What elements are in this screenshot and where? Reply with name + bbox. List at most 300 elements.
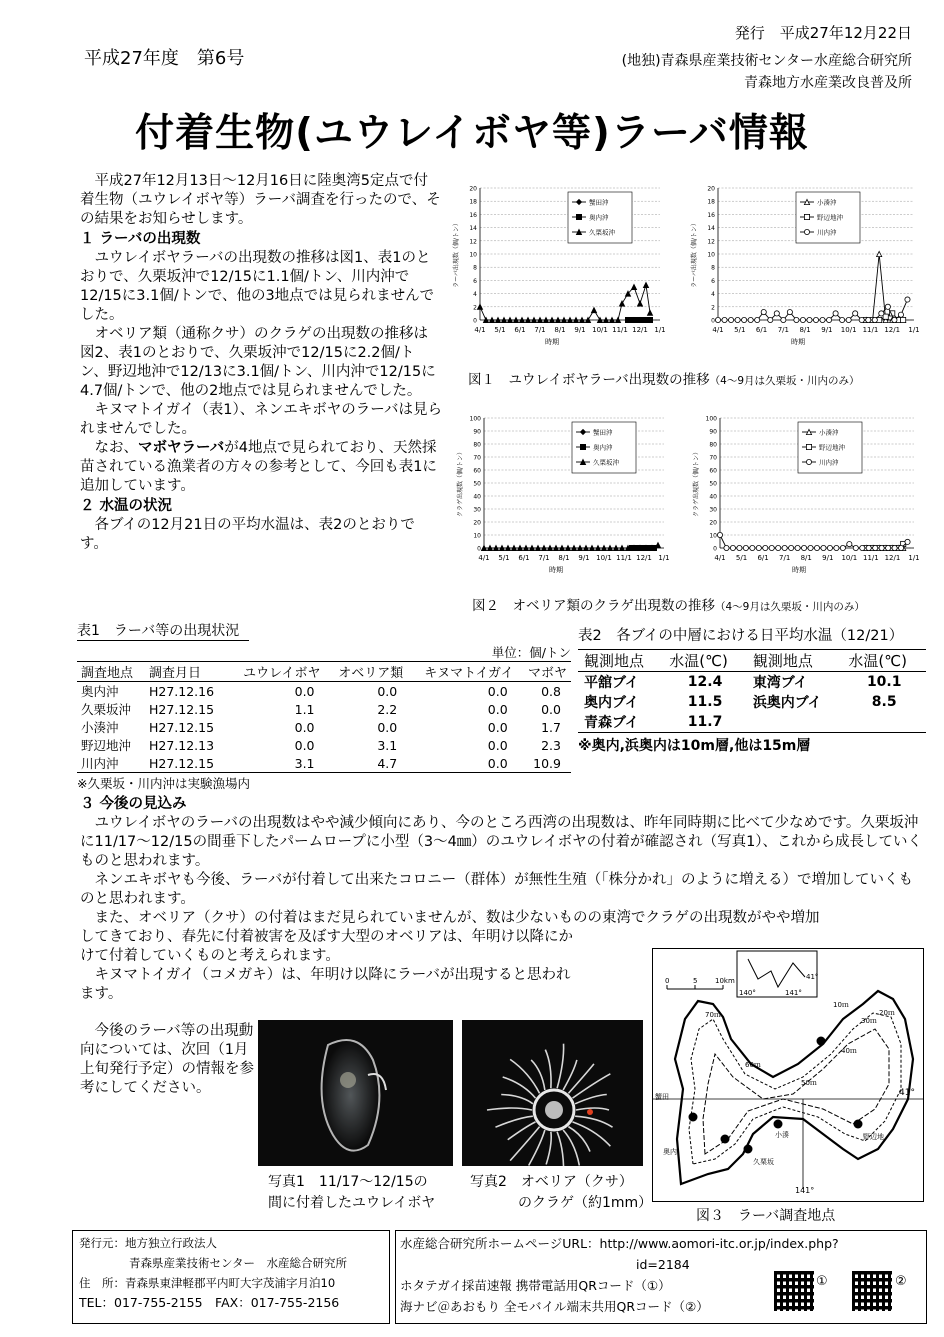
table1-cell: 川内沖 <box>81 756 119 771</box>
series-2 <box>481 543 660 551</box>
x-tick-label: 4/1 <box>478 554 490 562</box>
data-point <box>774 311 779 316</box>
data-point <box>643 282 648 287</box>
table1-row <box>77 682 571 701</box>
section1-para1: ユウレイボヤラーバの出現数の推移は図1、表1のとおりで、久栗坂沖で12/15に1.1個/トン、川内沖で12/15に3.1個/トンで、他の3地点では見られませんでした。 <box>80 250 435 323</box>
depth-40: 40ｍ <box>841 1047 857 1055</box>
site-dot-kominato <box>774 1120 783 1129</box>
table1-header: キヌマトイガイ <box>407 662 517 682</box>
data-point <box>637 317 642 322</box>
depth-60: 60ｍ <box>745 1061 761 1069</box>
data-point <box>866 545 871 550</box>
legend-label: 小湊沖 <box>817 198 837 207</box>
table2-cell: 浜奥内ブイ <box>752 695 822 711</box>
data-point <box>905 539 910 544</box>
table2-row <box>578 672 926 693</box>
photo-obelia <box>462 1020 643 1166</box>
data-point <box>800 317 805 322</box>
y-tick-label: 10 <box>707 251 715 259</box>
x-axis-label: 時期 <box>549 566 563 574</box>
site-noheji: 野辺地 <box>863 1133 884 1141</box>
x-tick-label: 4/1 <box>712 326 724 334</box>
data-point <box>833 311 838 316</box>
y-tick-label: 60 <box>709 467 717 475</box>
fig1-caption: 図１ ユウレイボヤラーバ出現数の推移（4～9月は久栗坂・川内のみ） <box>468 372 860 388</box>
data-point <box>826 317 831 322</box>
y-axis-label: ラーバ出現数（個/トン） <box>691 220 698 288</box>
series-0 <box>863 251 905 322</box>
data-point <box>827 545 832 550</box>
x-axis-label: 時期 <box>791 338 805 346</box>
table2-grid <box>578 649 926 733</box>
x-tick-label: 9/1 <box>578 554 590 562</box>
data-point <box>840 545 845 550</box>
table2-cell: 12.4 <box>687 674 723 690</box>
table1-cell: 1.1 <box>294 701 315 717</box>
legend-marker <box>804 214 809 219</box>
y-tick-label: 30 <box>709 506 717 514</box>
mutsu-bay-map <box>653 949 923 1201</box>
x-tick-label: 5/1 <box>494 326 506 334</box>
data-point <box>794 317 799 322</box>
data-point <box>813 317 818 322</box>
x-tick-label: 6/1 <box>514 326 526 334</box>
y-tick-label: 20 <box>709 519 717 527</box>
table2-cell: 10.1 <box>866 674 902 690</box>
site-kominato: 小湊 <box>775 1131 789 1139</box>
data-point <box>755 317 760 322</box>
y-tick-label: 2 <box>711 304 715 312</box>
x-tick-label: 11/1 <box>862 326 879 334</box>
table1-cell: 0.0 <box>294 737 315 753</box>
table1-cell: 2.2 <box>377 701 398 717</box>
table1-cell: 0.0 <box>377 719 398 735</box>
page-title: 付着生物(ユウレイボヤ等)ラーバ情報 <box>135 111 809 156</box>
y-tick-label: 80 <box>473 441 481 449</box>
x-tick-label: 8/1 <box>800 554 812 562</box>
data-point <box>728 317 733 322</box>
section1-heading: １ ラーバの出現数 <box>80 231 201 247</box>
y-tick-label: 6 <box>711 277 715 285</box>
data-point <box>820 317 825 322</box>
section3-para4a: キヌマトイガイ（コメガキ）は、年明け以降にラーバが出現すると思われ <box>94 967 571 983</box>
y-tick-label: 30 <box>473 506 481 514</box>
qr-code-1-label: ① <box>816 1274 828 1289</box>
y-tick-label: 4 <box>473 291 477 299</box>
x-tick-label: 8/1 <box>554 326 566 334</box>
site-dot-kuriyasaka <box>744 1145 753 1154</box>
uminavi-qr-label: 海ナビ＠あおもり 全モバイル端末共用QRコード（②） <box>400 1299 709 1314</box>
data-point <box>737 545 742 550</box>
section3 <box>80 795 923 928</box>
table2-row <box>578 712 926 733</box>
table1-grid <box>77 661 571 773</box>
x-axis-label: 時期 <box>792 566 806 574</box>
x-tick-label: 11/1 <box>863 554 879 562</box>
y-tick-label: 10 <box>473 532 481 540</box>
table1-note: ※久栗坂・川内沖は実験漁場内 <box>77 776 250 791</box>
table2-cell: 青森ブイ <box>584 715 639 731</box>
chart-legend <box>796 192 860 243</box>
legend-label: 小湊沖 <box>819 428 839 437</box>
data-point <box>647 317 652 322</box>
data-point <box>730 545 735 550</box>
y-tick-label: 8 <box>473 264 477 272</box>
data-point <box>892 317 897 322</box>
y-tick-label: 80 <box>709 441 717 449</box>
legend-marker <box>576 214 581 219</box>
section2-para1: 各ブイの12月21日の平均水温は、表2のとおりです。 <box>80 517 415 552</box>
y-tick-label: 90 <box>709 428 717 436</box>
y-tick-label: 14 <box>707 225 715 233</box>
photo2-caption: 写真2 オベリア（クサ） のクラゲ（約1mm） <box>470 1174 653 1211</box>
y-tick-label: 50 <box>473 480 481 488</box>
data-point <box>873 545 878 550</box>
y-tick-label: 20 <box>707 185 715 193</box>
inset-lon2: 141° <box>785 989 802 997</box>
site-dot-kawauchi <box>817 1037 826 1046</box>
table2-header: 観測地点 <box>747 650 843 672</box>
legend-label: 野辺地沖 <box>819 443 845 452</box>
table1-cell: 4.7 <box>377 755 398 771</box>
data-point <box>905 297 910 302</box>
intro-paragraph: 平成27年12月13日～12月16日に陸奥湾5定点で付着生物（ユウレイボヤ等）ラーバ調査を行ったので、その結果をお知らせします。 <box>80 173 441 227</box>
section3-para1: ユウレイボヤのラーバの出現数はやや減少傾向にあり、今のところ西湾の出現数は、昨年同時期に比べて少なめです。久栗坂沖に11/17～12/15の間垂下したパームロープに小型（3～4㎜）のユウレイボヤの付着が確認され（写真1）、これから成長していくものと思われます。 <box>80 815 923 869</box>
x-tick-label: 6/1 <box>757 554 769 562</box>
y-tick-label: 90 <box>473 428 481 436</box>
table1-cell: 3.1 <box>377 737 398 753</box>
section2-heading: ２ 水温の状況 <box>80 498 173 514</box>
legend-label: 奥内沖 <box>593 443 613 452</box>
depth-20: 20ｍ <box>879 1009 895 1017</box>
section3-para3: また、オベリア（クサ）の付着はまだ見られていませんが、数は少ないものの東湾でクラゲの出現数がやや増加 <box>94 910 820 926</box>
data-point <box>795 545 800 550</box>
chart-legend <box>798 422 862 473</box>
series-1 <box>625 317 652 322</box>
table1-header: マボヤ <box>518 662 571 682</box>
data-point <box>859 317 864 322</box>
data-point <box>625 317 630 322</box>
table1-cell: 0.0 <box>541 701 561 717</box>
data-point <box>846 317 851 322</box>
table1-cell: H27.12.16 <box>149 683 215 699</box>
x-tick-label: 7/1 <box>779 554 791 562</box>
homepage-url[interactable]: 水産総合研究所ホームページURL：http://www.aomori-itc.or.jp/index.php? <box>400 1236 839 1251</box>
y-tick-label: 100 <box>705 415 717 423</box>
x-tick-label: 7/1 <box>538 554 550 562</box>
x-tick-label: 8/1 <box>799 326 811 334</box>
data-point <box>782 545 787 550</box>
survey-map <box>652 948 924 1202</box>
table1-cell: 奥内沖 <box>81 684 119 699</box>
table2-cell: 8.5 <box>871 694 897 710</box>
table1-cell: H27.12.15 <box>149 719 215 735</box>
data-point <box>647 310 652 315</box>
footer-publisher <box>72 1230 390 1324</box>
x-tick-label: 10/1 <box>596 554 612 562</box>
chart-legend <box>568 192 632 243</box>
y-tick-label: 100 <box>469 415 481 423</box>
section1-para2: オベリア類（通称クサ）のクラゲの出現数の推移は図2、表1のとおりで、久栗坂沖で12/15に2.2個/トン、野辺地沖で12/13に3.1個/トン、川内沖で12/15に4.7個/トンで、他の2地点では見られませんでした。 <box>80 326 436 399</box>
depth-30: 30ｍ <box>861 1017 877 1025</box>
x-tick-label: 9/1 <box>574 326 586 334</box>
x-tick-label: 12/1 <box>632 326 648 334</box>
footer-phone: TEL：017-755-2155 FAX：017-755-2156 <box>79 1295 340 1310</box>
table1-row <box>77 718 571 736</box>
table1-header: 調査月日 <box>145 662 228 682</box>
scallop-qr-label: ホタテガイ採苗速報 携帯電話用QRコード（①） <box>400 1278 671 1293</box>
data-point <box>866 317 871 322</box>
data-point <box>807 317 812 322</box>
depth-70: 70ｍ <box>705 1011 721 1019</box>
table1-cell: 0.0 <box>487 719 508 735</box>
x-tick-label: 1/1 <box>654 326 666 334</box>
data-point <box>631 284 636 289</box>
qr-code-1[interactable] <box>774 1271 814 1311</box>
table1-row <box>77 736 571 754</box>
chart-obelia-east <box>688 408 920 586</box>
data-point <box>591 308 596 313</box>
y-tick-label: 12 <box>707 238 715 246</box>
data-point <box>750 545 755 550</box>
x-tick-label: 12/1 <box>884 326 901 334</box>
data-point <box>743 545 748 550</box>
data-point <box>724 545 729 550</box>
table2-header: 水温(℃) <box>663 650 747 672</box>
y-tick-label: 14 <box>469 225 477 233</box>
section3-para5: 今後のラーバ等の出現動向については、次回（1月上旬発行予定）の情報を参考にしてください。 <box>80 1023 254 1096</box>
x-tick-label: 5/1 <box>735 554 748 562</box>
table2-cell <box>747 712 843 733</box>
y-tick-label: 16 <box>707 211 715 219</box>
table1-cell: H27.12.15 <box>149 755 215 771</box>
y-axis-label: クラゲ出現数（個/トン） <box>457 448 464 518</box>
table1-cell: 0.0 <box>294 719 315 735</box>
scale-0: 0 <box>665 977 670 985</box>
legend-marker <box>804 229 809 234</box>
table2-cell: 平舘ブイ <box>584 675 639 691</box>
x-tick-label: 6/1 <box>755 326 768 334</box>
legend-label: 久栗坂沖 <box>593 458 619 467</box>
x-tick-label: 5/1 <box>498 554 510 562</box>
y-tick-label: 6 <box>473 277 477 285</box>
data-point <box>834 545 839 550</box>
x-tick-label: 5/1 <box>734 326 746 334</box>
table1-cell: 1.7 <box>541 719 561 735</box>
section3-para4b: ます。 <box>80 986 123 1002</box>
table1-cell: 久栗坂沖 <box>81 702 132 717</box>
table1-cell: 0.0 <box>487 737 508 753</box>
legend-label: 蟹田沖 <box>589 198 609 207</box>
data-point <box>801 545 806 550</box>
y-tick-label: 60 <box>473 467 481 475</box>
y-tick-label: 20 <box>473 519 481 527</box>
data-point <box>781 317 786 322</box>
data-point <box>769 545 774 550</box>
inset-lat: 41° <box>806 973 819 981</box>
qr-code-2-label: ② <box>895 1274 907 1289</box>
y-tick-label: 40 <box>709 493 717 501</box>
table2-row <box>578 692 926 712</box>
y-tick-label: 0 <box>711 317 715 325</box>
map-caption: 図３ ラーバ調査地点 <box>696 1208 836 1224</box>
data-point <box>722 317 727 322</box>
data-point <box>853 311 858 316</box>
section3-para5-box <box>80 1022 256 1098</box>
data-point <box>879 545 884 550</box>
footer-publisher-name: 青森県産業技術センター 水産総合研究所 <box>129 1256 348 1270</box>
section1-para3: キヌマトイガイ（表1）、ネンエキボヤのラーバは見られませんでした。 <box>80 402 443 437</box>
table1-cell: 0.0 <box>377 683 398 699</box>
x-tick-label: 9/1 <box>822 554 834 562</box>
table1-unit: 単位：個/トン <box>491 645 571 660</box>
x-tick-label: 8/1 <box>558 554 570 562</box>
x-tick-label: 12/1 <box>636 554 652 562</box>
y-tick-label: 0 <box>713 545 717 553</box>
legend-label: 川内沖 <box>819 458 839 467</box>
y-tick-label: 16 <box>469 211 477 219</box>
data-point <box>768 317 773 322</box>
section3-heading: ３ 今後の見込み <box>80 796 187 812</box>
data-point <box>776 545 781 550</box>
legend-marker <box>580 444 585 449</box>
data-point <box>853 545 858 550</box>
map-lat: 41° <box>899 1088 915 1098</box>
table1-header: 調査地点 <box>77 662 145 682</box>
table2-note: ※奥内,浜奥内は10m層,他は15m層 <box>578 738 811 754</box>
table1-header: ユウレイボヤ <box>228 662 325 682</box>
data-point <box>619 301 624 306</box>
table1-cell: 0.0 <box>487 701 508 717</box>
x-axis-label: 時期 <box>545 338 559 346</box>
section3-para3c: けて付着していくものと考えられます。 <box>80 948 340 964</box>
legend-label: 蟹田沖 <box>593 428 613 437</box>
x-tick-label: 11/1 <box>612 326 628 334</box>
x-tick-label: 1/1 <box>908 554 920 562</box>
table2-header: 観測地点 <box>578 650 663 672</box>
x-tick-label: 10/1 <box>841 554 858 562</box>
y-tick-label: 40 <box>473 493 481 501</box>
footer-links <box>395 1230 927 1324</box>
table1-cell: 0.0 <box>487 755 508 771</box>
x-tick-label: 12/1 <box>884 554 901 562</box>
data-point <box>631 317 636 322</box>
table2-cell <box>842 712 926 733</box>
scale-5: 5 <box>693 977 698 985</box>
fig2-caption: 図２ オベリア類のクラゲ出現数の推移（4～9月は久栗坂・川内のみ） <box>472 598 865 614</box>
footer-address: 住 所：青森県東津軽郡平内町大字茂浦字月泊10 <box>79 1276 336 1290</box>
table1-cell: 0.0 <box>294 683 315 699</box>
table2-cell: 11.7 <box>687 714 723 730</box>
inset-lon1: 140° <box>739 989 756 997</box>
y-tick-label: 70 <box>709 454 717 462</box>
x-tick-label: 4/1 <box>474 326 486 334</box>
table2 <box>578 624 926 755</box>
site-kuriyasaka: 久栗坂 <box>753 1158 774 1166</box>
table1-cell: 0.8 <box>541 683 561 699</box>
site-dot-kanita <box>689 1113 698 1122</box>
table1-cell: 小湊沖 <box>81 720 119 735</box>
legend-label: 久栗坂沖 <box>589 228 615 237</box>
series-2 <box>477 282 652 322</box>
table1-cell: 10.9 <box>533 755 561 771</box>
photo1-caption: 写真1 11/17～12/15の 間に付着したユウレイボヤ <box>268 1174 436 1211</box>
data-point <box>898 312 903 317</box>
section3-para2: ネンエキボヤも今後、ラーバが付着して出来たコロニー（群体）が無性生殖（「株分かれ」のように増える）で増加していくものと思われます。 <box>80 872 914 907</box>
table1-cell: H27.12.13 <box>149 737 215 753</box>
chart-yureiboya-east <box>686 178 920 358</box>
depth-10: 10ｍ <box>833 1001 849 1009</box>
scale-10: 10km <box>715 977 735 985</box>
y-tick-label: 10 <box>709 532 717 540</box>
y-axis-label: ラーバ出現数（個/トン） <box>453 220 460 288</box>
table1-cell: 野辺地沖 <box>81 738 132 753</box>
x-tick-label: 1/1 <box>908 326 920 334</box>
table2-title: 表2 各ブイの中層における日平均水温（12/21） <box>578 628 904 644</box>
data-point <box>901 317 906 322</box>
site-okunai: 奥内 <box>663 1148 677 1156</box>
y-tick-label: 10 <box>469 251 477 259</box>
data-point <box>886 545 891 550</box>
table2-cell: 奥内ブイ <box>584 695 639 711</box>
x-tick-label: 4/1 <box>714 554 726 562</box>
footer-publisher-label: 発行元：地方独立行政法人 <box>79 1236 217 1250</box>
data-point <box>847 542 852 547</box>
table1-row <box>77 700 571 718</box>
data-point <box>872 317 877 322</box>
legend-marker <box>806 444 811 449</box>
y-tick-label: 18 <box>707 198 715 206</box>
data-point <box>808 545 813 550</box>
data-point <box>637 301 642 306</box>
series-line <box>718 300 907 320</box>
issue-date: 発行 平成27年12月22日 <box>734 24 912 42</box>
data-point <box>879 311 884 316</box>
data-point <box>715 317 720 322</box>
x-tick-label: 10/1 <box>840 326 857 334</box>
photo-yureiboya <box>258 1020 453 1166</box>
x-tick-label: 7/1 <box>534 326 546 334</box>
section3-narrow <box>80 928 646 1004</box>
chart-yureiboya-west <box>448 178 666 358</box>
data-point <box>735 317 740 322</box>
data-point <box>742 317 747 322</box>
legend-label: 川内沖 <box>817 228 837 237</box>
homepage-url-id[interactable]: id=2184 <box>636 1257 690 1272</box>
series-line <box>480 285 650 320</box>
data-point <box>814 545 819 550</box>
site-kanita: 蟹田 <box>655 1093 669 1101</box>
data-point <box>821 545 826 550</box>
table1-title: 表1 ラーバ等の出現状況 <box>77 620 249 641</box>
y-tick-label: 0 <box>473 317 477 325</box>
data-point <box>860 545 865 550</box>
data-point <box>763 545 768 550</box>
depth-50: 50ｍ <box>801 1079 817 1087</box>
table1-cell: H27.12.15 <box>149 701 215 717</box>
x-tick-label: 1/1 <box>658 554 670 562</box>
section3-para3b: してきており、春先に付着被害を及ぼす大型のオベリアは、年明け以降にか <box>80 929 573 945</box>
y-tick-label: 70 <box>473 454 481 462</box>
yureiboya-photo-image <box>258 1020 453 1166</box>
mabo-highlight: マボヤラーバ <box>138 440 225 456</box>
qr-code-2[interactable] <box>852 1271 892 1311</box>
data-point <box>748 317 753 322</box>
org-name-1: (地独)青森県産業技術センター水産総合研究所 <box>621 53 912 69</box>
issue-number: 平成27年度 第6号 <box>84 48 245 69</box>
table2-header: 水温(℃) <box>842 650 926 672</box>
data-point <box>840 317 845 322</box>
